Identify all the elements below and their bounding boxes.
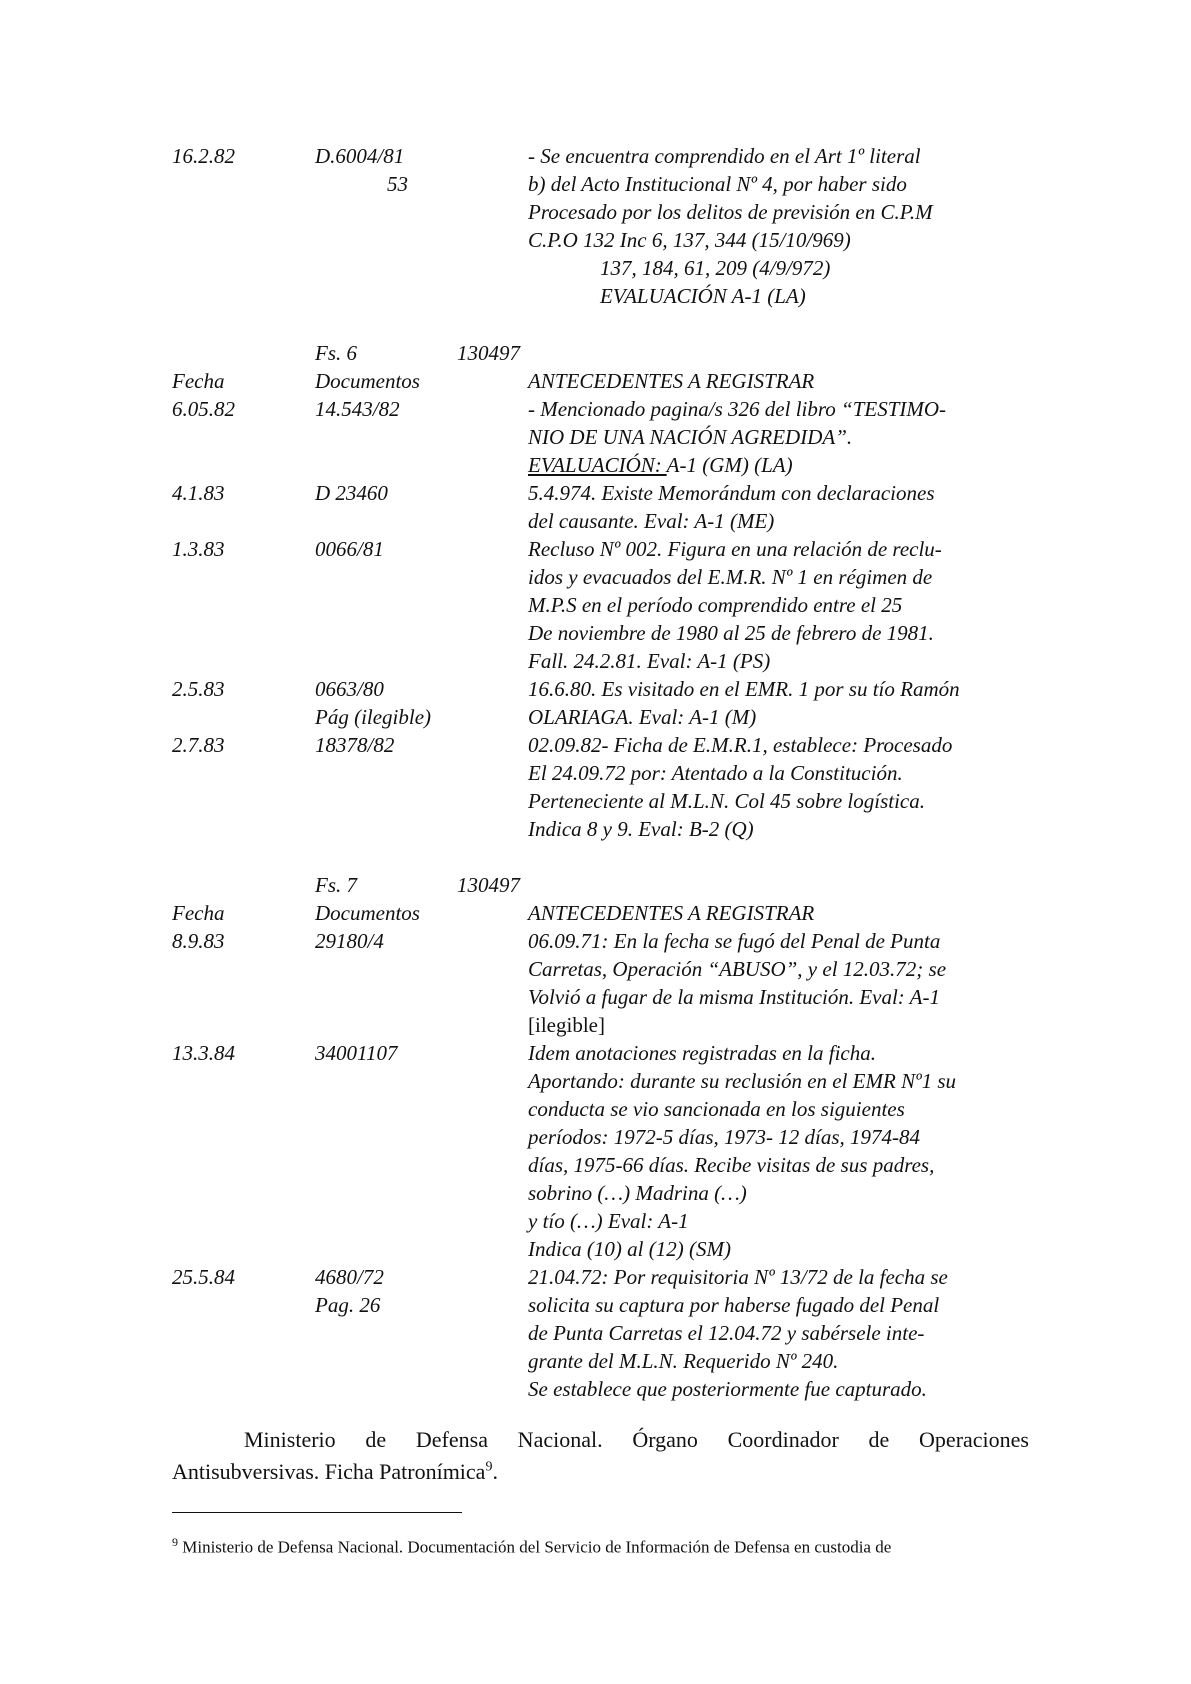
entry-text-line: Fall. 24.2.81. Eval: A-1 (PS) bbox=[528, 649, 771, 673]
paragraph-text: Antisubversivas. Ficha Patronímica bbox=[172, 1459, 486, 1485]
footnote-separator bbox=[172, 1512, 462, 1513]
entry-text-line: - Mencionado pagina/s 326 del libro “TESTIMO- bbox=[528, 397, 947, 421]
entry-text-line: del causante. Eval: A-1 (ME) bbox=[528, 509, 775, 533]
entry-text-line: Indica (10) al (12) (SM) bbox=[528, 1237, 731, 1261]
entry-document-sub: 53 bbox=[387, 172, 408, 196]
entry-text-line: NIO DE UNA NACIÓN AGREDIDA”. bbox=[528, 425, 853, 449]
entry-text-line: 06.09.71: En la fecha se fugó del Penal de Punta bbox=[528, 929, 941, 953]
entry-document: 0663/80 bbox=[315, 677, 384, 701]
entry-text-line: - Se encuentra comprendido en el Art 1º literal bbox=[528, 144, 921, 168]
entry-text-line: Carretas, Operación “ABUSO”, y el 12.03.72; se bbox=[528, 957, 947, 981]
entry-text-line: Perteneciente al M.L.N. Col 45 sobre logística. bbox=[528, 789, 926, 813]
entry-date: 16.2.82 bbox=[172, 144, 235, 168]
folio-number: 130497 bbox=[457, 341, 520, 365]
paragraph-line bbox=[172, 1459, 498, 1484]
entry-date: 25.5.84 bbox=[172, 1265, 235, 1289]
entry-text-line: OLARIAGA. Eval: A-1 (M) bbox=[528, 705, 757, 729]
evaluation-value: A-1 (GM) (LA) bbox=[666, 453, 793, 477]
entry-document: D 23460 bbox=[315, 481, 388, 505]
entry-date: 1.3.83 bbox=[172, 537, 225, 561]
entry-text-line: 16.6.80. Es visitado en el EMR. 1 por su tío Ramón bbox=[528, 677, 960, 701]
entry-text-line: Se establece que posteriormente fue capturado. bbox=[528, 1377, 927, 1401]
entry-text-line: 21.04.72: Por requisitoria Nº 13/72 de la fecha se bbox=[528, 1265, 948, 1289]
entry-date: 2.5.83 bbox=[172, 677, 225, 701]
entry-illegible-note: [ilegible] bbox=[528, 1013, 605, 1037]
column-header-antecedents: ANTECEDENTES A REGISTRAR bbox=[528, 901, 815, 925]
entry-text-line: días, 1975-66 días. Recibe visitas de sus padres, bbox=[528, 1153, 935, 1177]
body-paragraph bbox=[172, 1426, 1029, 1486]
entry-text-line: períodos: 1972-5 días, 1973- 12 días, 1974-84 bbox=[528, 1125, 920, 1149]
entry-document-page: Pag. 26 bbox=[315, 1293, 381, 1317]
entry-text-line: solicita su captura por haberse fugado del Penal bbox=[528, 1293, 940, 1317]
entry-date: 2.7.83 bbox=[172, 733, 225, 757]
entry-text-line: b) del Acto Institucional Nº 4, por haber sido bbox=[528, 172, 907, 196]
entry-text-line: Indica 8 y 9. Eval: B-2 (Q) bbox=[528, 817, 754, 841]
entry-text-line: conducta se vio sancionada en los siguientes bbox=[528, 1097, 905, 1121]
entry-document: 18378/82 bbox=[315, 733, 395, 757]
entry-date: 4.1.83 bbox=[172, 481, 225, 505]
footnote bbox=[172, 1530, 891, 1560]
entry-text-line: M.P.S en el período comprendido entre el 25 bbox=[528, 593, 903, 617]
entry-text-line: grante del M.L.N. Requerido Nº 240. bbox=[528, 1349, 839, 1373]
entry-date: 13.3.84 bbox=[172, 1041, 235, 1065]
entry-text-line: Aportando: durante su reclusión en el EMR Nº1 su bbox=[528, 1069, 957, 1093]
entry-text-line: El 24.09.72 por: Atentado a la Constitución. bbox=[528, 761, 903, 785]
entry-document: 4680/72 bbox=[315, 1265, 384, 1289]
footnote-reference: 9 bbox=[485, 1460, 493, 1475]
entry-text-line: sobrino (…) Madrina (…) bbox=[528, 1181, 747, 1205]
entry-text-line: Recluso Nº 002. Figura en una relación de reclu- bbox=[528, 537, 942, 561]
column-header-documents: Documentos bbox=[315, 369, 420, 393]
column-header-date: Fecha bbox=[172, 369, 225, 393]
column-header-antecedents: ANTECEDENTES A REGISTRAR bbox=[528, 369, 815, 393]
entry-evaluation-line bbox=[528, 451, 793, 479]
entry-text-line: De noviembre de 1980 al 25 de febrero de 1981. bbox=[528, 621, 934, 645]
entry-text-line: Procesado por los delitos de previsión en C.P.M bbox=[528, 200, 933, 224]
entry-document-page: Pág (ilegible) bbox=[315, 705, 432, 729]
footnote-marker: 9 bbox=[172, 1535, 178, 1549]
entry-date: 8.9.83 bbox=[172, 929, 225, 953]
evaluation-label: EVALUACIÓN: bbox=[528, 453, 667, 477]
paragraph-line: Ministerio de Defensa Nacional. Órgano Coordinador de Operaciones bbox=[244, 1427, 1029, 1452]
folio-label: Fs. 7 bbox=[315, 873, 357, 897]
entry-text-line: de Punta Carretas el 12.04.72 y sabérsele inte- bbox=[528, 1321, 925, 1345]
folio-label: Fs. 6 bbox=[315, 341, 357, 365]
entry-text-line: C.P.O 132 Inc 6, 137, 344 (15/10/969) bbox=[528, 228, 851, 252]
footnote-text: Ministerio de Defensa Nacional. Documentación del Servicio de Información de Defensa en custodia de bbox=[178, 1537, 892, 1557]
entry-text-line: idos y evacuados del E.M.R. Nº 1 en régimen de bbox=[528, 565, 933, 589]
entry-text-line: Idem anotaciones registradas en la ficha. bbox=[528, 1041, 877, 1065]
entry-date: 6.05.82 bbox=[172, 397, 235, 421]
entry-document: 0066/81 bbox=[315, 537, 384, 561]
entry-text-line: 02.09.82- Ficha de E.M.R.1, establece: Procesado bbox=[528, 733, 953, 757]
entry-text-line: y tío (…) Eval: A-1 bbox=[528, 1209, 689, 1233]
entry-document: D.6004/81 bbox=[315, 144, 405, 168]
folio-number: 130497 bbox=[457, 873, 520, 897]
column-header-documents: Documentos bbox=[315, 901, 420, 925]
entry-text-line: Volvió a fugar de la misma Institución. Eval: A-1 bbox=[528, 985, 940, 1009]
entry-document: 29180/4 bbox=[315, 929, 384, 953]
entry-document: 14.543/82 bbox=[315, 397, 400, 421]
entry-text-line: EVALUACIÓN A-1 (LA) bbox=[600, 284, 806, 308]
column-header-date: Fecha bbox=[172, 901, 225, 925]
paragraph-period: . bbox=[492, 1459, 498, 1485]
entry-text-line: 137, 184, 61, 209 (4/9/972) bbox=[600, 256, 831, 280]
entry-text-line: 5.4.974. Existe Memorándum con declaraciones bbox=[528, 481, 935, 505]
entry-document: 34001107 bbox=[315, 1041, 398, 1065]
